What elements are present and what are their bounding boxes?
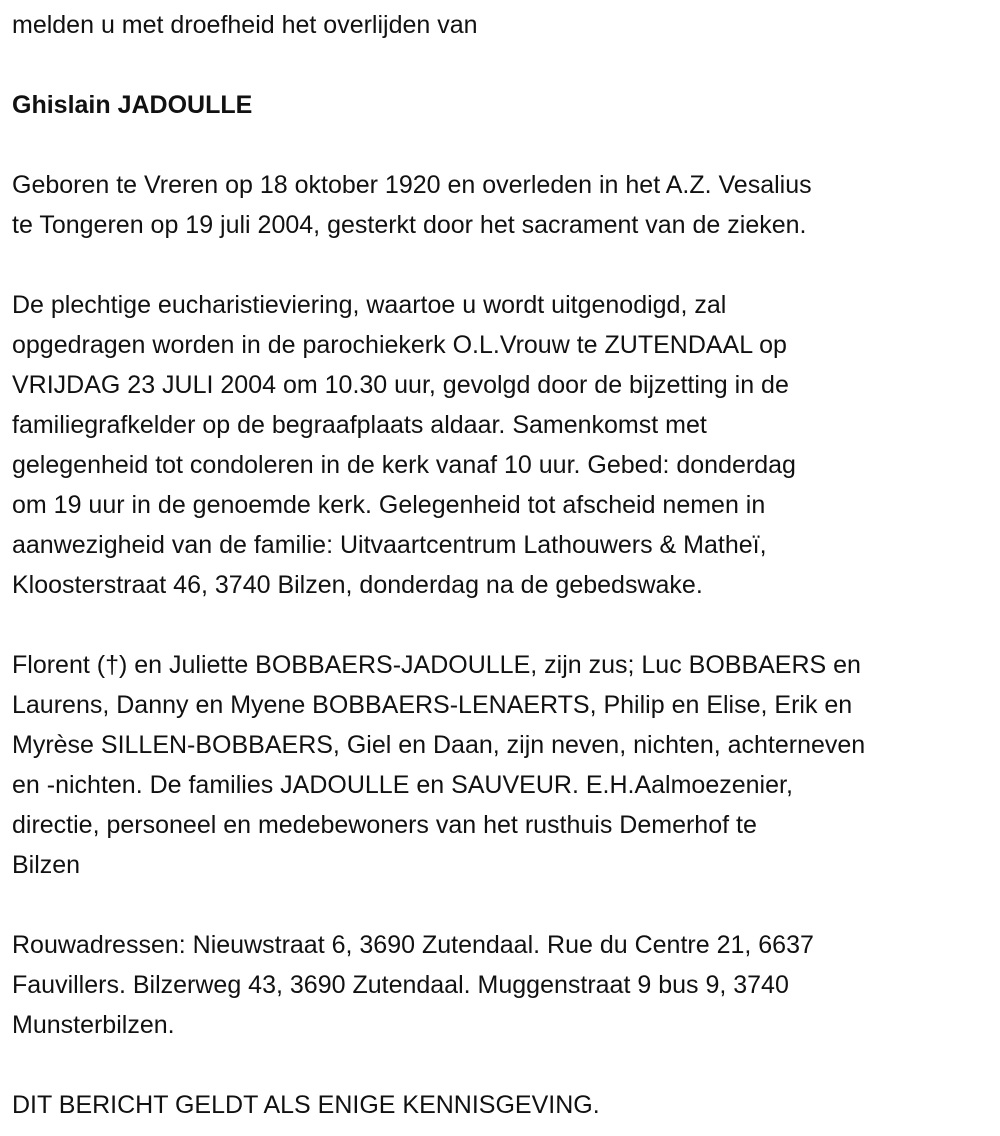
birth-paragraph [12,165,1000,245]
text-line: en -nichten. De families JADOULLE en SAUVEUR. E.H.Aalmoezenier, [12,771,793,799]
text-line: Florent (†) en Juliette BOBBAERS-JADOULLE, zijn zus; Luc BOBBAERS en [12,651,861,679]
family-paragraph [12,645,1000,885]
text-line: familiegrafkelder op de begraafplaats aldaar. Samenkomst met [12,411,707,439]
text-line: Munsterbilzen. [12,1011,175,1039]
text-line: Fauvillers. Bilzerweg 43, 3690 Zutendaal. Muggenstraat 9 bus 9, 3740 [12,971,789,999]
closing-notice: DIT BERICHT GELDT ALS ENIGE KENNISGEVING. [12,1091,600,1119]
text-line: Kloosterstraat 46, 3740 Bilzen, donderdag na de gebedswake. [12,571,703,599]
addresses-paragraph [12,925,1000,1045]
text-line: Rouwadressen: Nieuwstraat 6, 3690 Zutendaal. Rue du Centre 21, 6637 [12,931,814,959]
text-line: Myrèse SILLEN-BOBBAERS, Giel en Daan, zijn neven, nichten, achterneven [12,731,866,759]
text-line: De plechtige eucharistieviering, waartoe u wordt uitgenodigd, zal [12,291,727,319]
text-line: om 19 uur in de genoemde kerk. Gelegenheid tot afscheid nemen in [12,491,766,519]
ceremony-paragraph [12,285,1000,605]
text-line: Bilzen [12,851,81,879]
text-line: te Tongeren op 19 juli 2004, gesterkt door het sacrament van de zieken. [12,211,807,239]
text-line: Geboren te Vreren op 18 oktober 1920 en overleden in het A.Z. Vesalius [12,171,812,199]
text-line: aanwezigheid van de familie: Uitvaartcentrum Lathouwers & Matheï, [12,531,767,559]
text-line: VRIJDAG 23 JULI 2004 om 10.30 uur, gevolgd door de bijzetting in de [12,371,789,399]
text-line: Laurens, Danny en Myene BOBBAERS-LENAERTS, Philip en Elise, Erik en [12,691,853,719]
text-line: gelegenheid tot condoleren in de kerk vanaf 10 uur. Gebed: donderdag [12,451,796,479]
text-line: directie, personeel en medebewoners van het rusthuis Demerhof te [12,811,757,839]
text-line: opgedragen worden in de parochiekerk O.L.Vrouw te ZUTENDAAL op [12,331,787,359]
intro-text: melden u met droefheid het overlijden van [12,11,478,39]
deceased-name: Ghislain JADOULLE [12,91,253,119]
